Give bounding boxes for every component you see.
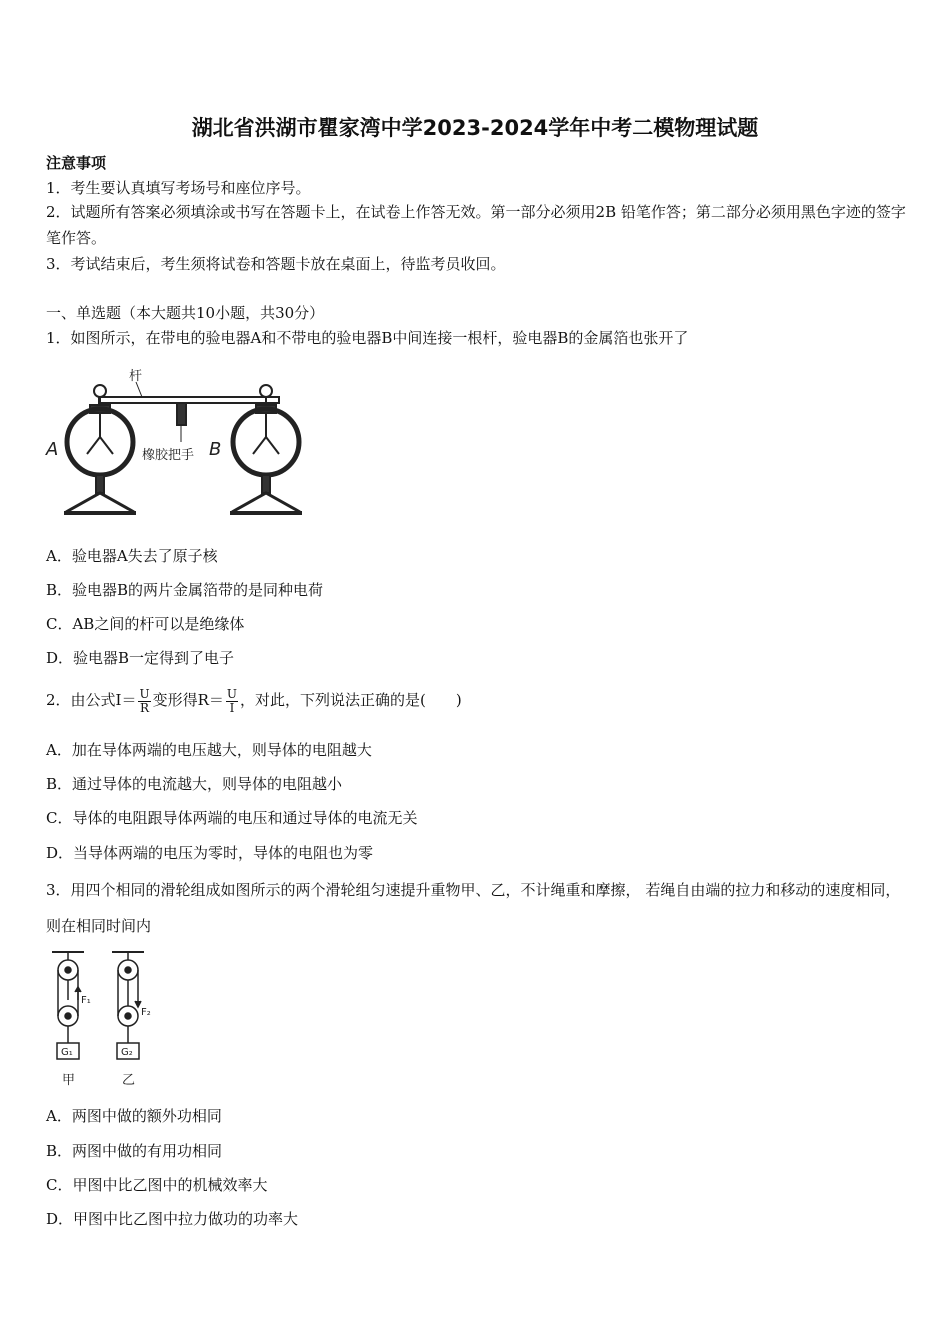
frac2-num: U	[226, 686, 238, 701]
q2-prefix: 2．由公式	[46, 691, 116, 709]
label-f1: F₁	[81, 995, 91, 1006]
q3-stem: 3．用四个相同的滑轮组成如图所示的两个滑轮组匀速提升重物甲、乙，不计绳重和摩擦， 若绳自由端的拉力和移动的速度相同，则在相同时间内	[46, 881, 901, 935]
q3-option-c: C．甲图中比乙图中的机械效率大	[46, 1176, 268, 1194]
q3-pulley-figure	[44, 945, 164, 1090]
label-rod: 杆	[129, 369, 143, 384]
page-title: 湖北省洪湖市瞿家湾中学2023-2024学年中考二模物理试题	[191, 116, 759, 140]
section-heading: 一、单选题（本大题共10小题，共30分）	[46, 304, 325, 322]
frac2-den: I	[229, 700, 235, 715]
fraction-u-over-r	[138, 688, 150, 715]
frac1-den: R	[140, 700, 150, 715]
label-f2: F₂	[141, 1007, 151, 1018]
q2-stem	[46, 675, 462, 725]
q3-option-d: D．甲图中比乙图中拉力做功的功率大	[46, 1210, 299, 1228]
q1-electroscope-figure	[44, 362, 314, 522]
label-g2: G₂	[121, 1047, 133, 1058]
q1-option-d: D．验电器B一定得到了电子	[46, 649, 235, 667]
q1-option-c: C．AB之间的杆可以是绝缘体	[46, 615, 245, 633]
q3-option-a: A．两图中做的额外功相同	[46, 1107, 222, 1125]
notice-item-2: 2．试题所有答案必须填涂或书写在答题卡上，在试卷上作答无效。第一部分必须用2B 铅笔作答；第二部分必须用黑色字迹的签字笔作答。	[46, 203, 906, 247]
notice-item-3: 3．考试结束后，考生须将试卷和答题卡放在桌面上，待监考员收回。	[46, 255, 506, 273]
q1-option-b: B．验电器B的两片金属箔带的是同种电荷	[46, 581, 324, 599]
rod	[99, 397, 279, 403]
q2-option-c: C．导体的电阻跟导体两端的电压和通过导体的电流无关	[46, 809, 418, 827]
q2-r-eq: R＝	[197, 691, 224, 709]
q2-i-eq: I＝	[115, 691, 137, 709]
frac1-num: U	[139, 686, 150, 701]
notice-item-1: 1．考生要认真填写考场号和座位序号。	[46, 179, 311, 197]
q1-stem: 1．如图所示，在带电的验电器A和不带电的验电器B中间连接一根杆，验电器B的金属箔也张开了	[46, 329, 689, 347]
label-g1: G₁	[61, 1047, 73, 1058]
q2-mid: 变形得	[152, 691, 198, 709]
q2-suffix: ，对此，下列说法正确的是( )	[240, 691, 462, 709]
q2-option-a: A．加在导体两端的电压越大，则导体的电阻越大	[46, 741, 372, 759]
notice-heading: 注意事项	[46, 154, 107, 172]
label-yi: 乙	[122, 1073, 136, 1088]
q1-option-a: A．验电器A失去了原子核	[46, 547, 218, 565]
fraction-u-over-i	[226, 688, 238, 715]
label-jia: 甲	[62, 1073, 76, 1088]
label-handle: 橡胶把手	[142, 448, 195, 463]
q2-option-b: B．通过导体的电流越大，则导体的电阻越小	[46, 775, 343, 793]
q2-option-d: D．当导体两端的电压为零时，导体的电阻也为零	[46, 844, 374, 862]
label-b: B	[209, 439, 222, 460]
label-a: A	[46, 439, 59, 460]
rubber-handle	[177, 403, 186, 425]
q3-option-b: B．两图中做的有用功相同	[46, 1142, 223, 1160]
